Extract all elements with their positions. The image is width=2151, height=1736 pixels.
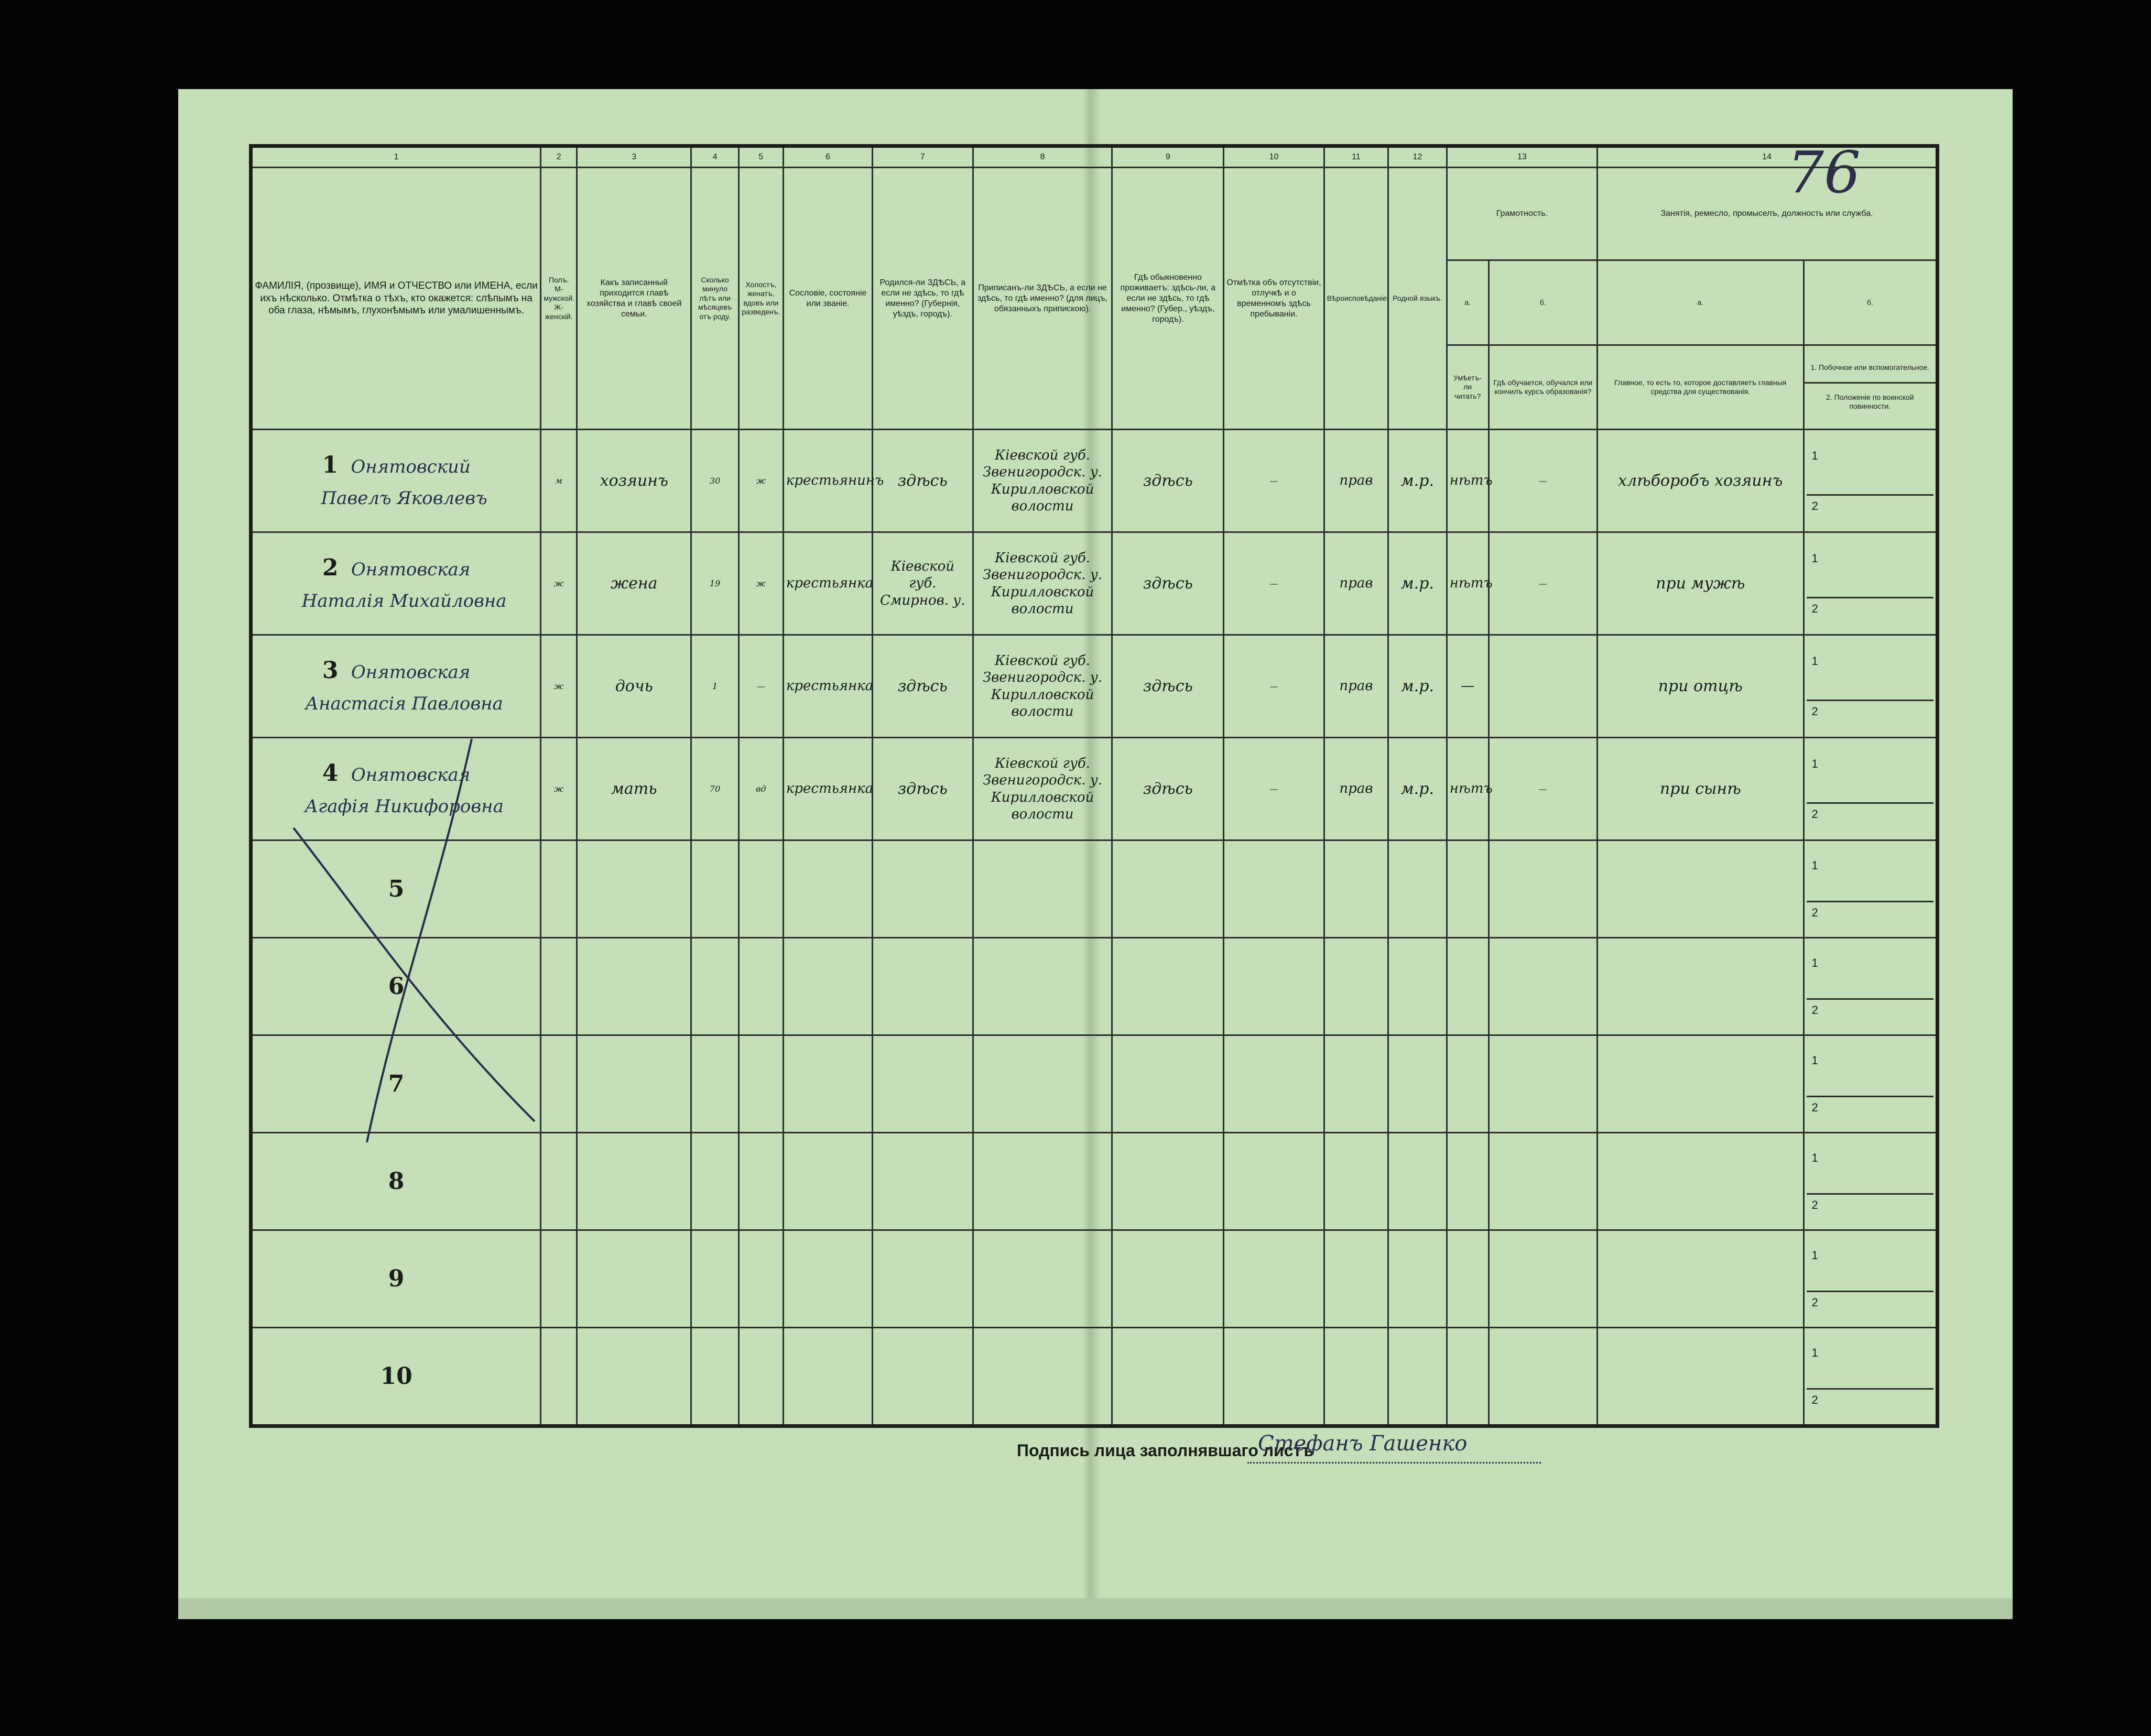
military-status: 2 [1811, 1198, 1818, 1211]
religion-cell: прав [1324, 635, 1388, 738]
signature-label: Подпись лица заполнявшаго листъ [1017, 1441, 1314, 1460]
secondary-occupation: 1 [1811, 1151, 1818, 1164]
row-number: 6 [388, 973, 405, 1000]
relation-cell: мать [577, 738, 691, 840]
language-cell: м.р. [1388, 635, 1447, 738]
sex-cell: ж [541, 738, 577, 840]
row-number: 4 [322, 760, 339, 787]
header-residence: Гдѣ обыкновенно проживаетъ: здѣсь-ли, а если не здѣсь, то гдѣ именно? (Губер., уѣздъ, городъ). [1112, 168, 1224, 430]
given-names: Анастасія Павловна [305, 693, 503, 715]
military-status: 2 [1811, 1003, 1818, 1017]
estate-cell: крестьянинъ [783, 430, 872, 532]
census-table [249, 144, 1939, 1428]
education-cell: — [1489, 430, 1597, 532]
row-number: 9 [388, 1265, 405, 1292]
given-names: Наталія Михайловна [301, 591, 507, 612]
secondary-occupation: 1 [1811, 552, 1818, 565]
estate-cell: крестьянка [783, 635, 872, 738]
surname: Онятовская [351, 765, 471, 786]
surname: Онятовский [351, 456, 471, 478]
literate-cell: нѣтъ [1447, 532, 1489, 635]
header-main-occupation: Главное, то есть то, которое доставляетъ главныя средства для существованія. [1597, 345, 1804, 430]
military-status: 2 [1811, 499, 1818, 512]
census-sheet [178, 89, 2013, 1598]
language-cell: м.р. [1388, 430, 1447, 532]
table-row [251, 738, 1938, 840]
col-num: 13 [1447, 146, 1597, 168]
registered-cell: Кіевской губ. Звенигородск. у. Кирилловской волости [973, 532, 1112, 635]
residence-cell: здѣсь [1112, 532, 1224, 635]
header-14b-letter: б. [1804, 260, 1937, 345]
literate-cell: — [1447, 635, 1489, 738]
col-num: 2 [541, 146, 577, 168]
col-num: 6 [783, 146, 872, 168]
relation-cell: жена [577, 532, 691, 635]
col-num: 9 [1112, 146, 1224, 168]
registered-cell: Кіевской губ. Звенигородск. у. Кирилловской волости [973, 430, 1112, 532]
header-language: Родной языкъ. [1388, 168, 1447, 430]
surname: Онятовская [351, 559, 471, 581]
age-cell: 19 [691, 532, 738, 635]
absence-cell: — [1224, 430, 1324, 532]
military-status: 2 [1811, 906, 1818, 919]
occupation-cell: при сынѣ [1597, 738, 1804, 840]
secondary-occupation: 1 [1811, 858, 1818, 872]
estate-cell: крестьянка [783, 738, 872, 840]
secondary-cell [1804, 738, 1937, 840]
religion-cell: прав [1324, 532, 1388, 635]
military-status: 2 [1811, 602, 1818, 615]
header-education: Гдѣ обучается, обучался или кончилъ курсъ образованія? [1489, 345, 1597, 430]
surname: Онятовская [351, 662, 471, 683]
header-sex: Полъ. М-мужской. Ж-женскій. [541, 168, 577, 430]
row-number: 8 [388, 1168, 405, 1195]
table-row [251, 1133, 1938, 1230]
header-13a-letter: а. [1447, 260, 1489, 345]
occupation-cell: хлѣборобъ хозяинъ [1597, 430, 1804, 532]
header-relation: Какъ записанный приходится главѣ хозяйства и главѣ своей семьи. [577, 168, 691, 430]
secondary-occupation: 1 [1811, 1248, 1818, 1262]
signature-value: Стефанъ Гашенко [1258, 1432, 1468, 1456]
header-occupation: Занятія, ремесло, промыселъ, должность или служба. [1597, 168, 1937, 260]
age-cell: 70 [691, 738, 738, 840]
education-cell [1489, 635, 1597, 738]
sex-cell: ж [541, 532, 577, 635]
header-registered: Приписанъ-ли ЗДѢСЬ, а если не здѣсь, то гдѣ именно? (для лицъ, обязанныхъ припискою). [973, 168, 1112, 430]
occupation-cell: при мужѣ [1597, 532, 1804, 635]
secondary-occupation: 1 [1811, 654, 1818, 668]
name-cell [251, 738, 541, 840]
secondary-cell [1804, 1133, 1937, 1230]
secondary-occupation: 1 [1811, 1053, 1818, 1067]
language-cell: м.р. [1388, 532, 1447, 635]
table-row [251, 532, 1938, 635]
col-num: 1 [251, 146, 541, 168]
header-marital: Холостъ, женатъ, вдовъ или разведенъ. [738, 168, 783, 430]
military-status: 2 [1811, 1296, 1818, 1309]
literate-cell: нѣтъ [1447, 738, 1489, 840]
row-number: 10 [380, 1363, 412, 1390]
name-cell [251, 430, 541, 532]
name-cell [251, 532, 541, 635]
secondary-cell [1804, 1035, 1937, 1133]
sex-cell: м [541, 430, 577, 532]
header-secondary [1804, 345, 1937, 430]
born-cell: здѣсь [873, 430, 973, 532]
secondary-cell [1804, 1328, 1937, 1426]
education-cell: — [1489, 532, 1597, 635]
row-number: 2 [322, 554, 339, 582]
absence-cell: — [1224, 738, 1324, 840]
residence-cell: здѣсь [1112, 430, 1224, 532]
header-14b-2: 2. Положеніе по воинской повинности. [1826, 392, 1914, 411]
col-num: 3 [577, 146, 691, 168]
table-row [251, 430, 1938, 532]
table-row [251, 938, 1938, 1035]
header-name: ФАМИЛІЯ, (прозвище), ИМЯ и ОТЧЕСТВО или ИМЕНА, если ихъ нѣсколько. Отмѣтка о тѣхъ, кто окажется: слѣпымъ на оба глаза, нѣмымъ, глухонѣмымъ или умалишеннымъ. [251, 168, 541, 430]
table-row [251, 635, 1938, 738]
header-can-read: Умѣетъ-ли читать? [1447, 345, 1489, 430]
given-names: Агафія Никифоровна [305, 796, 504, 817]
col-num: 14 [1597, 146, 1937, 168]
col-num: 5 [738, 146, 783, 168]
age-cell: 30 [691, 430, 738, 532]
literate-cell: нѣтъ [1447, 430, 1489, 532]
header-absence: Отмѣтка объ отсутствіи, отлучкѣ и о временномъ здѣсь пребываніи. [1224, 168, 1324, 430]
relation-cell: дочь [577, 635, 691, 738]
table-row [251, 840, 1938, 938]
header-row [251, 168, 1938, 260]
born-cell: Кіевской губ. Смирнов. у. [873, 532, 973, 635]
row-number: 1 [322, 452, 338, 479]
row-number: 3 [322, 657, 339, 684]
residence-cell: здѣсь [1112, 738, 1224, 840]
column-number-row [251, 146, 1938, 168]
registered-cell: Кіевской губ. Звенигородск. у. Кирилловской волости [973, 738, 1112, 840]
born-cell: здѣсь [873, 738, 973, 840]
secondary-occupation: 1 [1811, 1346, 1818, 1359]
header-religion: Вѣроисповѣданіе. [1324, 168, 1388, 430]
header-estate: Сословіе, состояніе или званіе. [783, 168, 872, 430]
row-number: 5 [388, 876, 405, 902]
residence-cell: здѣсь [1112, 635, 1224, 738]
religion-cell: прав [1324, 738, 1388, 840]
header-literacy: Грамотность. [1447, 168, 1597, 260]
education-cell: — [1489, 738, 1597, 840]
secondary-cell [1804, 532, 1937, 635]
marital-cell: — [738, 635, 783, 738]
secondary-cell [1804, 635, 1937, 738]
name-cell [251, 635, 541, 738]
secondary-cell [1804, 938, 1937, 1035]
given-names: Павелъ Яковлевъ [321, 488, 487, 509]
secondary-occupation: 1 [1811, 757, 1818, 770]
table-row [251, 1035, 1938, 1133]
signature-line [1247, 1462, 1541, 1464]
relation-cell: хозяинъ [577, 430, 691, 532]
registered-cell: Кіевской губ. Звенигородск. у. Кирилловской волости [973, 635, 1112, 738]
col-num: 11 [1324, 146, 1388, 168]
occupation-cell: при отцѣ [1597, 635, 1804, 738]
secondary-occupation: 1 [1811, 956, 1818, 969]
military-status: 2 [1811, 1393, 1818, 1406]
religion-cell: прав [1324, 430, 1388, 532]
military-status: 2 [1811, 704, 1818, 718]
table-row [251, 1230, 1938, 1328]
page-number: 76 [1787, 139, 1861, 206]
header-14b-1: 1. Побочное или вспомогательное. [1805, 354, 1936, 384]
language-cell: м.р. [1388, 738, 1447, 840]
marital-cell: ж [738, 532, 783, 635]
col-num: 4 [691, 146, 738, 168]
absence-cell: — [1224, 635, 1324, 738]
header-14a-letter: а. [1597, 260, 1804, 345]
secondary-cell [1804, 840, 1937, 938]
estate-cell: крестьянка [783, 532, 872, 635]
col-num: 7 [873, 146, 973, 168]
marital-cell: ж [738, 430, 783, 532]
col-num: 12 [1388, 146, 1447, 168]
age-cell: 1 [691, 635, 738, 738]
secondary-cell [1804, 1230, 1937, 1328]
header-born: Родился-ли ЗДѢСЬ, а если не здѣсь, то гдѣ именно? (Губернія, уѣздъ, городъ). [873, 168, 973, 430]
header-13b-letter: б. [1489, 260, 1597, 345]
table-row [251, 1328, 1938, 1426]
absence-cell: — [1224, 532, 1324, 635]
secondary-cell [1804, 430, 1937, 532]
marital-cell: вд [738, 738, 783, 840]
military-status: 2 [1811, 1101, 1818, 1114]
sex-cell: ж [541, 635, 577, 738]
secondary-occupation: 1 [1811, 449, 1818, 462]
col-num: 10 [1224, 146, 1324, 168]
military-status: 2 [1811, 807, 1818, 821]
born-cell: здѣсь [873, 635, 973, 738]
row-number: 7 [388, 1071, 405, 1097]
header-age: Сколько минуло лѣтъ или мѣсяцевъ отъ роду. [691, 168, 738, 430]
col-num: 8 [973, 146, 1112, 168]
